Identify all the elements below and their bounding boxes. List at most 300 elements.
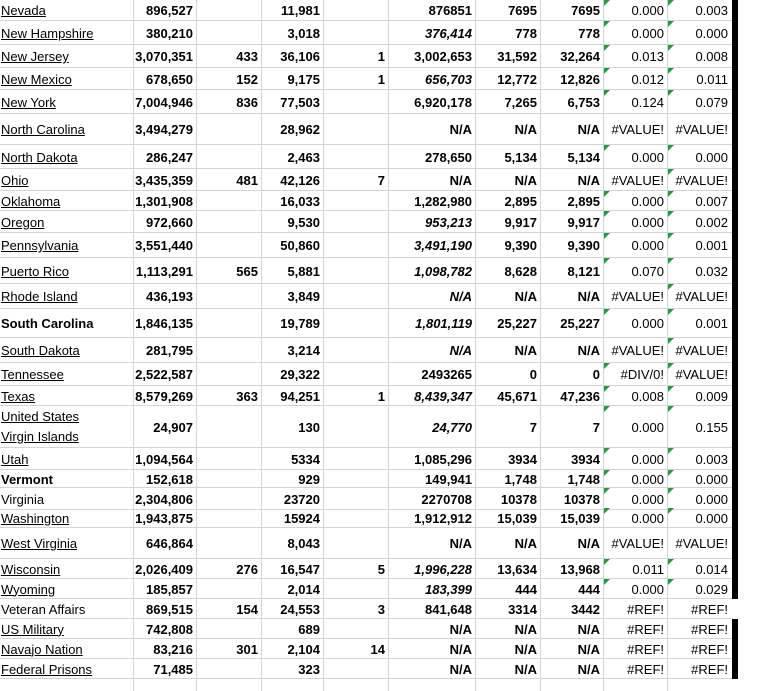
- cell-col-6[interactable]: 778: [515, 25, 537, 41]
- cell-col-7[interactable]: 1,748: [567, 471, 600, 487]
- cell-col-8[interactable]: #VALUE!: [611, 343, 664, 358]
- cell-col-3[interactable]: 323: [298, 661, 320, 677]
- table-row[interactable]: [0, 639, 732, 659]
- cell-col-8[interactable]: #REF!: [627, 621, 664, 637]
- cell-name[interactable]: South Carolina: [1, 316, 94, 331]
- cell-col-8[interactable]: 0.000: [604, 191, 668, 211]
- cell-col-6[interactable]: 5,134: [504, 149, 537, 165]
- cell-col-1[interactable]: 185,857: [146, 581, 193, 597]
- cell-col-1[interactable]: 972,660: [146, 214, 193, 230]
- table-row[interactable]: [0, 579, 732, 599]
- cell-col-5[interactable]: 1,912,912: [414, 510, 472, 526]
- cell-name[interactable]: US Military: [1, 621, 64, 637]
- table-row[interactable]: [0, 68, 732, 90]
- cell-col-7[interactable]: 7: [592, 419, 600, 435]
- cell-col-7[interactable]: 2,895: [567, 193, 600, 209]
- cell-col-6[interactable]: N/A: [514, 343, 537, 358]
- table-row[interactable]: [0, 258, 732, 284]
- cell-col-1[interactable]: 152,618: [146, 471, 193, 487]
- cell-col-3[interactable]: 28,962: [280, 122, 320, 137]
- table-row[interactable]: [0, 619, 732, 639]
- cell-col-5[interactable]: 2493265: [421, 367, 472, 382]
- cell-col-6[interactable]: N/A: [514, 172, 537, 188]
- cell-name[interactable]: Virginia: [1, 491, 45, 507]
- cell-col-5[interactable]: 953,213: [425, 214, 472, 230]
- cell-name[interactable]: Rhode Island: [1, 289, 78, 304]
- cell-col-4[interactable]: [324, 448, 389, 470]
- cell-col-8[interactable]: 0.008: [604, 386, 668, 406]
- table-row[interactable]: [0, 0, 732, 21]
- cell-name[interactable]: Utah: [1, 451, 29, 467]
- cell-col-5[interactable]: N/A: [449, 343, 472, 358]
- cell-col-5[interactable]: 656,703: [425, 71, 472, 87]
- cell-col-1[interactable]: 646,864: [146, 536, 193, 551]
- cell-col-8[interactable]: 0.000: [604, 508, 668, 528]
- cell-col-2[interactable]: 433: [236, 49, 258, 64]
- cell-col-1[interactable]: 71,485: [153, 661, 193, 677]
- cell-col-6[interactable]: 15,039: [497, 510, 537, 526]
- cell-col-3[interactable]: 929: [298, 471, 320, 487]
- cell-col-6[interactable]: 1,748: [504, 471, 537, 487]
- cell-col-7[interactable]: N/A: [577, 621, 600, 637]
- cell-col-7[interactable]: 32,264: [560, 49, 600, 64]
- cell-col-2[interactable]: [197, 191, 262, 211]
- cell-col-7[interactable]: 15,039: [560, 510, 600, 526]
- cell-col-2[interactable]: [197, 488, 262, 510]
- table-row[interactable]: [0, 406, 732, 448]
- cell-col-3[interactable]: 19,789: [280, 316, 320, 331]
- cell-col-9[interactable]: #REF!: [691, 641, 728, 657]
- cell-col-4[interactable]: [324, 406, 389, 448]
- cell-col-9[interactable]: 0.155: [668, 406, 732, 448]
- cell-col-2[interactable]: 565: [236, 263, 258, 279]
- cell-col-6[interactable]: 45,671: [497, 388, 537, 404]
- cell-col-7[interactable]: 5,134: [567, 149, 600, 165]
- cell-col-6[interactable]: 10378: [500, 491, 537, 507]
- table-row[interactable]: [0, 169, 732, 191]
- cell-col-7[interactable]: N/A: [577, 536, 600, 551]
- cell-col-1[interactable]: 1,094,564: [135, 451, 193, 467]
- table-row[interactable]: [0, 599, 732, 619]
- cell-col-8[interactable]: #VALUE!: [611, 289, 664, 304]
- cell-col-7[interactable]: 8,121: [567, 263, 600, 279]
- cell-col-8[interactable]: 0.000: [604, 309, 668, 338]
- cell-col-5[interactable]: N/A: [449, 621, 472, 637]
- cell-col-6[interactable]: 2,895: [504, 193, 537, 209]
- cell-col-6[interactable]: 25,227: [497, 316, 537, 331]
- cell-col-3[interactable]: 16,547: [280, 561, 320, 577]
- cell-col-7[interactable]: 6,753: [567, 94, 600, 110]
- cell-col-4[interactable]: [324, 0, 389, 21]
- cell-col-3[interactable]: 15924: [283, 510, 320, 526]
- cell-col-2[interactable]: 363: [236, 388, 258, 404]
- cell-col-6[interactable]: 3934: [508, 451, 537, 467]
- cell-col-6[interactable]: 13,634: [497, 561, 537, 577]
- table-row[interactable]: [0, 528, 732, 559]
- cell-col-7[interactable]: 25,227: [560, 316, 600, 331]
- cell-col-3[interactable]: 94,251: [280, 388, 320, 404]
- table-row[interactable]: [0, 363, 732, 386]
- cell-col-4[interactable]: [324, 470, 389, 488]
- cell-col-9[interactable]: #VALUE!: [668, 284, 732, 309]
- cell-name[interactable]: Vermont: [1, 471, 54, 487]
- cell-col-2[interactable]: [197, 21, 262, 45]
- cell-col-5[interactable]: 1,996,228: [414, 561, 472, 577]
- cell-col-4[interactable]: [324, 284, 389, 309]
- cell-name[interactable]: Washington: [1, 510, 70, 526]
- cell-col-6[interactable]: 3314: [508, 601, 537, 617]
- cell-col-2[interactable]: [197, 470, 262, 488]
- cell-col-9[interactable]: 0.000: [668, 145, 732, 169]
- cell-col-4[interactable]: 1: [377, 71, 385, 87]
- cell-col-1[interactable]: 2,522,587: [135, 367, 193, 382]
- cell-col-1[interactable]: 1,113,291: [135, 263, 193, 279]
- cell-col-3[interactable]: 50,860: [280, 238, 320, 253]
- cell-col-1[interactable]: 2,304,806: [135, 491, 193, 507]
- cell-col-3[interactable]: 2,104: [287, 641, 320, 657]
- cell-name[interactable]: Navajo Nation: [1, 641, 83, 657]
- cell-col-7[interactable]: N/A: [577, 661, 600, 677]
- cell-col-3[interactable]: 36,106: [280, 49, 320, 64]
- cell-col-5[interactable]: 1,085,296: [414, 451, 472, 467]
- cell-col-8[interactable]: #REF!: [627, 661, 664, 677]
- cell-name[interactable]: Pennsylvania: [1, 238, 79, 253]
- cell-name[interactable]: Texas: [1, 388, 35, 404]
- table-row[interactable]: [0, 145, 732, 169]
- cell-col-1[interactable]: 678,650: [146, 71, 193, 87]
- cell-col-6[interactable]: N/A: [514, 289, 537, 304]
- cell-col-1[interactable]: 286,247: [146, 149, 193, 165]
- cell-col-2[interactable]: [197, 528, 262, 559]
- cell-col-2[interactable]: [197, 233, 262, 258]
- table-row[interactable]: [0, 386, 732, 406]
- cell-col-6[interactable]: 9,917: [504, 214, 537, 230]
- cell-col-7[interactable]: N/A: [577, 343, 600, 358]
- cell-col-1[interactable]: 3,435,359: [135, 172, 193, 188]
- cell-col-3[interactable]: 5334: [291, 451, 320, 467]
- cell-col-7[interactable]: 47,236: [560, 388, 600, 404]
- cell-col-3[interactable]: 8,043: [287, 536, 320, 551]
- cell-col-1[interactable]: 380,210: [146, 25, 193, 41]
- cell-col-7[interactable]: N/A: [577, 172, 600, 188]
- table-row[interactable]: [0, 233, 732, 258]
- cell-col-7[interactable]: N/A: [577, 641, 600, 657]
- cell-col-5[interactable]: 376,414: [425, 25, 472, 41]
- cell-col-6[interactable]: 8,628: [504, 263, 537, 279]
- cell-name[interactable]: New Mexico: [1, 71, 72, 87]
- cell-col-3[interactable]: 42,126: [280, 172, 320, 188]
- cell-col-8[interactable]: 0.000: [604, 488, 668, 510]
- table-row[interactable]: [0, 21, 732, 45]
- cell-col-9[interactable]: #REF!: [691, 661, 728, 677]
- cell-col-6[interactable]: N/A: [514, 122, 537, 137]
- cell-col-8[interactable]: 0.000: [604, 470, 668, 488]
- cell-col-4[interactable]: 5: [377, 561, 385, 577]
- cell-col-5[interactable]: N/A: [449, 661, 472, 677]
- cell-col-9[interactable]: 0.002: [668, 211, 732, 233]
- cell-col-4[interactable]: [324, 309, 389, 338]
- cell-col-9[interactable]: 0.000: [668, 508, 732, 528]
- cell-col-6[interactable]: 444: [515, 581, 537, 597]
- cell-col-5[interactable]: 3,491,190: [414, 238, 472, 253]
- cell-col-7[interactable]: 778: [578, 25, 600, 41]
- cell-name[interactable]: Veteran Affairs: [1, 601, 86, 617]
- cell-col-6[interactable]: 7: [529, 419, 537, 435]
- cell-col-5[interactable]: N/A: [449, 122, 472, 137]
- table-row[interactable]: [0, 488, 732, 510]
- cell-col-2[interactable]: [197, 448, 262, 470]
- cell-col-3[interactable]: 29,322: [280, 367, 320, 382]
- cell-col-4[interactable]: 14: [370, 641, 385, 657]
- cell-col-2[interactable]: [197, 114, 262, 145]
- table-row[interactable]: [0, 90, 732, 114]
- cell-col-4[interactable]: [324, 579, 389, 599]
- cell-col-5[interactable]: 24,770: [432, 419, 472, 435]
- cell-col-9[interactable]: 0.001: [668, 233, 732, 258]
- cell-col-7[interactable]: 10378: [563, 491, 600, 507]
- cell-col-1[interactable]: 3,551,440: [135, 238, 193, 253]
- cell-col-1[interactable]: 281,795: [146, 343, 193, 358]
- cell-col-8[interactable]: #REF!: [627, 641, 664, 657]
- cell-col-9[interactable]: 0.032: [668, 258, 732, 284]
- cell-col-9[interactable]: #REF!: [691, 621, 728, 637]
- cell-col-2[interactable]: 481: [236, 172, 258, 188]
- cell-col-6[interactable]: N/A: [514, 641, 537, 657]
- cell-col-9[interactable]: 0.011: [668, 68, 732, 90]
- table-row[interactable]: [0, 448, 732, 470]
- cell-col-8[interactable]: 0.013: [604, 45, 668, 68]
- table-row[interactable]: [0, 659, 732, 679]
- table-row[interactable]: [0, 114, 732, 145]
- cell-col-8[interactable]: 0.000: [604, 448, 668, 470]
- cell-col-9[interactable]: 0.014: [668, 559, 732, 579]
- cell-col-4[interactable]: [324, 508, 389, 528]
- cell-name[interactable]: North Dakota: [1, 149, 78, 165]
- cell-col-5[interactable]: 876851: [428, 3, 472, 18]
- cell-col-2[interactable]: [197, 338, 262, 363]
- cell-col-9[interactable]: 0.000: [668, 470, 732, 488]
- cell-col-9[interactable]: #REF!: [691, 601, 728, 617]
- cell-name[interactable]: Wyoming: [1, 581, 56, 597]
- cell-col-9[interactable]: #VALUE!: [668, 363, 732, 386]
- cell-col-2[interactable]: [197, 0, 262, 21]
- table-row[interactable]: [0, 284, 732, 309]
- cell-col-7[interactable]: 7695: [571, 3, 600, 18]
- cell-col-8[interactable]: #VALUE!: [611, 536, 664, 551]
- cell-col-8[interactable]: 0.070: [604, 258, 668, 284]
- cell-col-9[interactable]: 0.003: [668, 0, 732, 21]
- cell-col-1[interactable]: 869,515: [146, 601, 193, 617]
- cell-col-9[interactable]: #VALUE!: [675, 536, 728, 551]
- cell-col-5[interactable]: 2270708: [421, 491, 472, 507]
- cell-col-5[interactable]: N/A: [449, 536, 472, 551]
- cell-col-5[interactable]: 6,920,178: [414, 94, 472, 110]
- cell-col-3[interactable]: 5,881: [287, 263, 320, 279]
- cell-col-2[interactable]: [197, 659, 262, 679]
- cell-col-4[interactable]: [324, 191, 389, 211]
- cell-col-2[interactable]: [197, 508, 262, 528]
- cell-col-2[interactable]: 836: [236, 94, 258, 110]
- cell-col-3[interactable]: 3,849: [287, 289, 320, 304]
- cell-col-4[interactable]: 1: [377, 388, 385, 404]
- cell-col-7[interactable]: 9,917: [567, 214, 600, 230]
- cell-name[interactable]: New Jersey: [1, 49, 69, 64]
- cell-col-3[interactable]: 11,981: [280, 3, 320, 18]
- cell-col-9[interactable]: 0.008: [668, 45, 732, 68]
- cell-col-7[interactable]: 3442: [571, 601, 600, 617]
- cell-col-4[interactable]: 3: [377, 601, 385, 617]
- cell-col-4[interactable]: [324, 488, 389, 510]
- table-row[interactable]: [0, 191, 732, 211]
- cell-col-6[interactable]: 31,592: [497, 49, 537, 64]
- cell-col-3[interactable]: 77,503: [280, 94, 320, 110]
- cell-name[interactable]: Tennessee: [1, 367, 64, 382]
- cell-col-2[interactable]: [197, 619, 262, 639]
- cell-col-8[interactable]: 0.000: [604, 21, 668, 45]
- cell-col-5[interactable]: 278,650: [425, 149, 472, 165]
- cell-col-9[interactable]: 0.000: [668, 21, 732, 45]
- cell-col-2[interactable]: 276: [236, 561, 258, 577]
- cell-col-9[interactable]: 0.003: [668, 448, 732, 470]
- cell-col-2[interactable]: [197, 406, 262, 448]
- cell-col-4[interactable]: [324, 145, 389, 169]
- cell-col-7[interactable]: N/A: [577, 289, 600, 304]
- cell-name[interactable]: South Dakota: [1, 343, 80, 358]
- cell-col-7[interactable]: 9,390: [567, 238, 600, 253]
- cell-col-2[interactable]: [197, 579, 262, 599]
- cell-col-5[interactable]: 3,002,653: [414, 49, 472, 64]
- table-row[interactable]: [0, 45, 732, 68]
- cell-col-8[interactable]: 0.000: [604, 211, 668, 233]
- cell-col-6[interactable]: N/A: [514, 536, 537, 551]
- cell-col-5[interactable]: N/A: [449, 289, 472, 304]
- cell-col-8[interactable]: 0.011: [604, 559, 668, 579]
- cell-col-4[interactable]: [324, 21, 389, 45]
- cell-name[interactable]: Wisconsin: [1, 561, 61, 577]
- cell-col-2[interactable]: [197, 309, 262, 338]
- cell-col-1[interactable]: 742,808: [146, 621, 193, 637]
- cell-col-4[interactable]: [324, 90, 389, 114]
- cell-col-4[interactable]: [324, 338, 389, 363]
- cell-col-3[interactable]: 2,014: [287, 581, 320, 597]
- cell-col-5[interactable]: 1,098,782: [414, 263, 472, 279]
- cell-col-5[interactable]: N/A: [449, 172, 472, 188]
- cell-col-8[interactable]: #REF!: [627, 601, 664, 617]
- table-row[interactable]: [0, 338, 732, 363]
- cell-col-1[interactable]: 2,026,409: [135, 561, 193, 577]
- cell-col-6[interactable]: N/A: [514, 621, 537, 637]
- cell-col-5[interactable]: 1,282,980: [414, 193, 472, 209]
- cell-col-2[interactable]: 152: [236, 71, 258, 87]
- cell-col-8[interactable]: 0.000: [604, 145, 668, 169]
- cell-col-7[interactable]: 444: [578, 581, 600, 597]
- cell-col-6[interactable]: N/A: [514, 661, 537, 677]
- cell-col-5[interactable]: 183,399: [425, 581, 472, 597]
- cell-name[interactable]: Nevada: [1, 3, 46, 18]
- cell-col-8[interactable]: 0.000: [604, 0, 668, 21]
- cell-col-8[interactable]: #VALUE!: [611, 122, 664, 137]
- cell-col-9[interactable]: 0.001: [668, 309, 732, 338]
- table-row[interactable]: [0, 559, 732, 579]
- cell-col-9[interactable]: 0.079: [668, 90, 732, 114]
- cell-col-1[interactable]: 8,579,269: [135, 388, 193, 404]
- cell-col-1[interactable]: 1,943,875: [135, 510, 193, 526]
- cell-col-7[interactable]: N/A: [577, 122, 600, 137]
- cell-col-5[interactable]: 1,801,119: [415, 316, 472, 331]
- cell-name[interactable]: Ohio: [1, 172, 29, 188]
- cell-col-4[interactable]: [324, 528, 389, 559]
- cell-col-1[interactable]: 1,301,908: [135, 193, 193, 209]
- cell-col-8[interactable]: 0.124: [604, 90, 668, 114]
- cell-name[interactable]: New York: [1, 94, 56, 110]
- cell-col-2[interactable]: 154: [236, 601, 258, 617]
- cell-col-7[interactable]: 0: [592, 367, 600, 382]
- cell-col-4[interactable]: [324, 211, 389, 233]
- cell-col-7[interactable]: 3934: [571, 451, 600, 467]
- table-row[interactable]: [0, 508, 732, 528]
- cell-col-1[interactable]: 83,216: [153, 641, 193, 657]
- cell-col-1[interactable]: 3,494,279: [135, 122, 193, 137]
- cell-col-5[interactable]: N/A: [449, 641, 472, 657]
- cell-col-3[interactable]: 9,175: [287, 71, 320, 87]
- cell-col-2[interactable]: [197, 145, 262, 169]
- cell-name[interactable]: Puerto Rico: [1, 263, 69, 279]
- cell-col-1[interactable]: 436,193: [146, 289, 193, 304]
- cell-name[interactable]: West Virginia: [1, 536, 78, 551]
- cell-col-3[interactable]: 3,018: [287, 25, 320, 41]
- cell-col-9[interactable]: 0.007: [668, 191, 732, 211]
- cell-col-4[interactable]: 7: [377, 172, 385, 188]
- cell-col-1[interactable]: 1,846,135: [135, 316, 193, 331]
- cell-col-3[interactable]: 3,214: [287, 343, 320, 358]
- cell-col-6[interactable]: 0: [529, 367, 537, 382]
- cell-col-5[interactable]: 8,439,347: [414, 388, 472, 404]
- table-row[interactable]: [0, 470, 732, 488]
- cell-col-3[interactable]: 24,553: [280, 601, 320, 617]
- cell-col-3[interactable]: 130: [298, 419, 320, 435]
- cell-col-4[interactable]: [324, 233, 389, 258]
- cell-col-6[interactable]: 7,265: [504, 94, 537, 110]
- cell-col-1[interactable]: 24,907: [153, 419, 193, 435]
- table-row[interactable]: [0, 211, 732, 233]
- cell-name[interactable]: New Hampshire: [1, 25, 94, 41]
- cell-name[interactable]: [0, 406, 134, 448]
- cell-col-2[interactable]: [197, 363, 262, 386]
- cell-col-8[interactable]: 0.000: [604, 233, 668, 258]
- cell-col-9[interactable]: #VALUE!: [675, 122, 728, 137]
- cell-col-4[interactable]: [324, 659, 389, 679]
- cell-name[interactable]: Oregon: [1, 214, 45, 230]
- cell-col-1[interactable]: 7,004,946: [135, 94, 193, 110]
- cell-col-4[interactable]: [324, 114, 389, 145]
- cell-name[interactable]: North Carolina: [1, 122, 85, 137]
- cell-col-7[interactable]: 12,826: [560, 71, 600, 87]
- cell-col-3[interactable]: 689: [298, 621, 320, 637]
- cell-col-9[interactable]: #VALUE!: [668, 338, 732, 363]
- cell-col-4[interactable]: [324, 363, 389, 386]
- cell-col-8[interactable]: 0.000: [604, 579, 668, 599]
- cell-col-5[interactable]: 841,648: [425, 601, 472, 617]
- cell-col-9[interactable]: #VALUE!: [668, 169, 732, 191]
- cell-col-7[interactable]: 13,968: [560, 561, 600, 577]
- cell-col-1[interactable]: 896,527: [146, 3, 193, 18]
- cell-col-6[interactable]: 9,390: [504, 238, 537, 253]
- cell-col-8[interactable]: #DIV/0!: [604, 363, 668, 386]
- cell-col-4[interactable]: 1: [377, 49, 385, 64]
- cell-col-2[interactable]: [197, 284, 262, 309]
- cell-col-3[interactable]: 2,463: [287, 149, 320, 165]
- cell-col-6[interactable]: 7695: [508, 3, 537, 18]
